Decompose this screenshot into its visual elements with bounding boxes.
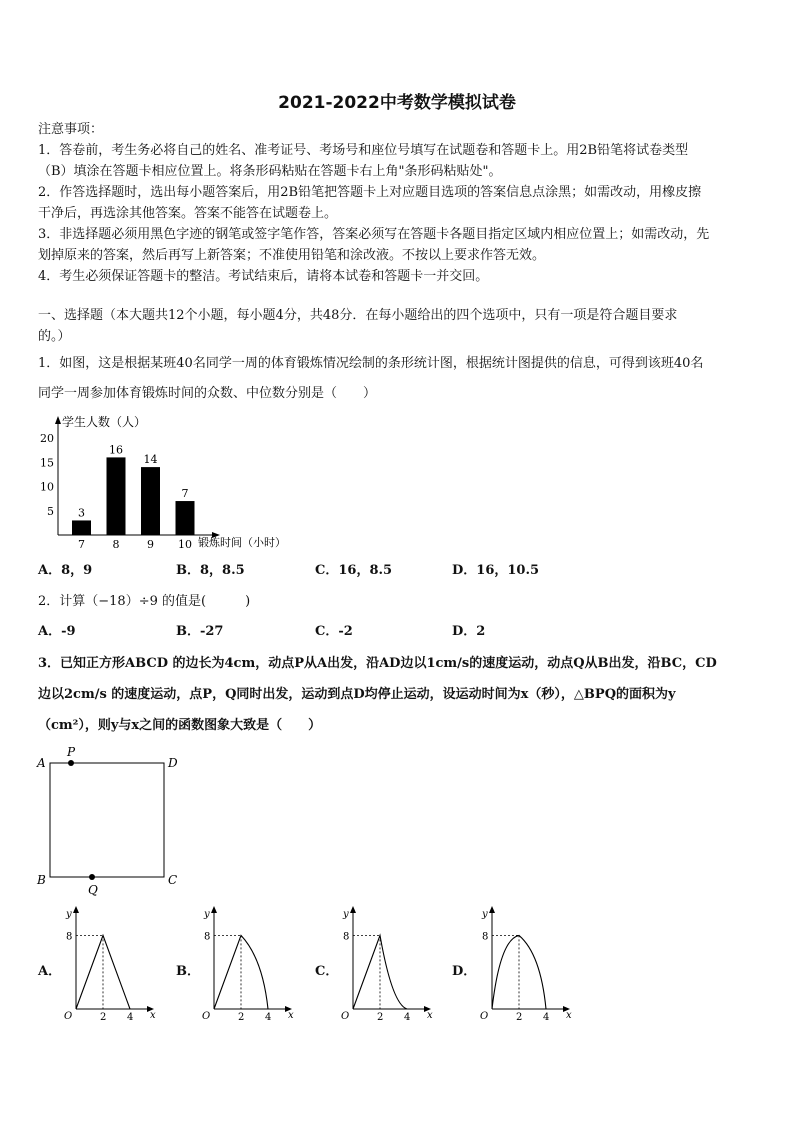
label-a: A: [37, 756, 46, 770]
q1-text: 1．如图，这是根据某班40名同学一周的体育锻炼情况绘制的条形统计图，根据统计图提供的信息，可得到该班40名: [38, 356, 704, 371]
q3-text: 3．已知正方形ABCD 的边长为4cm，动点P从A出发，沿AD边以1cm/s的速度运动，动点Q从B出发，沿BC，CD: [38, 656, 717, 671]
section-heading: 一、选择题（本大题共12个小题，每小题4分，共48分．在每小题给出的四个选项中，只有一项是符合题目要求: [38, 308, 678, 323]
y-axis-arrow: [55, 416, 61, 424]
y-tick-label: 20: [40, 432, 54, 445]
q1-option-d[interactable]: D．16，10.5: [452, 563, 540, 578]
notice-line: （B）填涂在答题卡相应位置上。将条形码粘贴在答题卡右上角"条形码粘贴处"。: [38, 164, 502, 179]
graph-d[interactable]: [474, 902, 584, 1027]
q2-option-b[interactable]: B．-27: [176, 624, 224, 639]
q3-option-b[interactable]: B．: [176, 964, 200, 979]
q1-option-b[interactable]: B．8，8.5: [176, 563, 245, 578]
y-tick-label: 8: [66, 931, 73, 943]
x-tick-label: 4: [127, 1012, 134, 1023]
y-tick-label: 8: [482, 931, 489, 943]
notice-heading: 注意事项：: [38, 122, 104, 137]
x-tick-label: 2: [100, 1012, 107, 1023]
data-label: 14: [143, 453, 158, 467]
y-axis-letter: y: [482, 909, 488, 920]
x-axis-letter: x: [566, 1010, 572, 1021]
bar-chart: [30, 410, 320, 555]
q1-text-cont: 同学一周参加体育锻炼时间的众数、中位数分别是（ ）: [38, 386, 377, 401]
origin-label: O: [64, 1011, 73, 1022]
origin-label: O: [480, 1011, 489, 1022]
graph-a[interactable]: [58, 902, 168, 1027]
data-label: 16: [109, 443, 123, 457]
q1-option-c[interactable]: C．16，8.5: [315, 563, 393, 578]
data-label: 3: [78, 506, 85, 520]
q3-option-d[interactable]: D．: [452, 964, 477, 979]
label-b: B: [37, 873, 46, 887]
q3-option-c[interactable]: C．: [315, 964, 339, 979]
x-tick-label: 10: [178, 538, 192, 551]
notice-line: 4．考生必须保证答题卡的整洁。考试结束后，请将本试卷和答题卡一并交回。: [38, 269, 489, 284]
notice-line: 干净后，再选涂其他答案。答案不能答在试题卷上。: [38, 206, 338, 221]
q2-text: 2．计算（−18）÷9 的值是( ): [38, 594, 251, 609]
section-heading-cont: 的。）: [38, 329, 71, 344]
label-q: Q: [88, 883, 98, 897]
y-tick-label: 15: [40, 456, 54, 470]
square-abcd: [50, 763, 164, 877]
x-tick-label: 2: [238, 1012, 245, 1023]
origin-label: O: [341, 1011, 350, 1022]
y-axis-arrow: [350, 906, 356, 913]
point-p: [68, 760, 74, 766]
label-d: D: [168, 756, 178, 770]
graph-b[interactable]: [196, 902, 306, 1027]
graph-c[interactable]: [335, 902, 445, 1027]
bar: [107, 457, 126, 535]
label-p: P: [67, 745, 76, 759]
y-axis-letter: y: [66, 909, 72, 920]
x-axis-letter: x: [288, 1010, 294, 1021]
point-q: [89, 874, 95, 880]
bar: [141, 467, 160, 535]
notice-line: 1．答卷前，考生务必将自己的姓名、准考证号、考场号和座位号填写在试题卷和答题卡上。用2B铅笔将试卷类型: [38, 143, 689, 158]
page-title: 2021-2022中考数学模拟试卷: [278, 93, 516, 113]
y-axis-letter: y: [343, 909, 349, 920]
q1-option-a[interactable]: A．8，9: [38, 563, 93, 578]
x-tick-label: 8: [112, 538, 120, 551]
x-axis-label: 锻炼时间（小时）: [198, 536, 286, 549]
x-tick-label: 4: [265, 1012, 272, 1023]
q3-text-cont: 边以2cm/s 的速度运动，点P，Q同时出发，运动到点D均停止运动，设运动时间为x（秒），△BPQ的面积为y: [38, 687, 676, 702]
q2-option-d[interactable]: D．2: [452, 624, 486, 639]
bar: [72, 520, 91, 535]
label-c: C: [168, 873, 178, 887]
x-tick-label: 4: [404, 1012, 411, 1023]
y-tick-label: 10: [40, 480, 54, 494]
y-axis-label: 学生人数（人）: [62, 415, 147, 429]
y-axis-arrow: [489, 906, 495, 913]
y-tick-label: 8: [343, 931, 350, 943]
notice-line: 划掉原来的答案，然后再写上新答案；不准使用铅笔和涂改液。不按以上要求作答无效。: [38, 248, 546, 263]
x-axis-letter: x: [150, 1010, 156, 1021]
x-tick-label: 7: [78, 538, 85, 551]
notice-line: 3．非选择题必须用黑色字迹的钢笔或签字笔作答，答案必须写在答题卡各题目指定区域内相应位置上；如需改动，先: [38, 227, 710, 242]
q3-text-cont2: （cm²），则y与x之间的函数图象大致是（ ）: [38, 718, 322, 733]
q2-option-a[interactable]: A．-9: [38, 624, 76, 639]
x-tick-label: 2: [377, 1012, 384, 1023]
q2-option-c[interactable]: C．-2: [315, 624, 353, 639]
x-tick-label: 9: [147, 538, 154, 551]
origin-label: O: [202, 1011, 211, 1022]
data-label: 7: [181, 487, 189, 501]
y-axis-arrow: [73, 906, 79, 913]
y-axis-letter: y: [204, 909, 210, 920]
x-tick-label: 2: [516, 1012, 523, 1023]
x-axis-letter: x: [427, 1010, 433, 1021]
bar: [176, 501, 195, 535]
notice-line: 2．作答选择题时，选出每小题答案后，用2B铅笔把答题卡上对应题目选项的答案信息点涂黑；如需改动，用橡皮擦: [38, 185, 702, 200]
y-tick-label: 5: [47, 504, 54, 518]
q3-option-a[interactable]: A．: [38, 964, 62, 979]
square-figure: [30, 742, 190, 902]
y-axis-arrow: [211, 906, 217, 913]
x-tick-label: 4: [543, 1012, 550, 1023]
y-tick-label: 8: [204, 931, 211, 943]
